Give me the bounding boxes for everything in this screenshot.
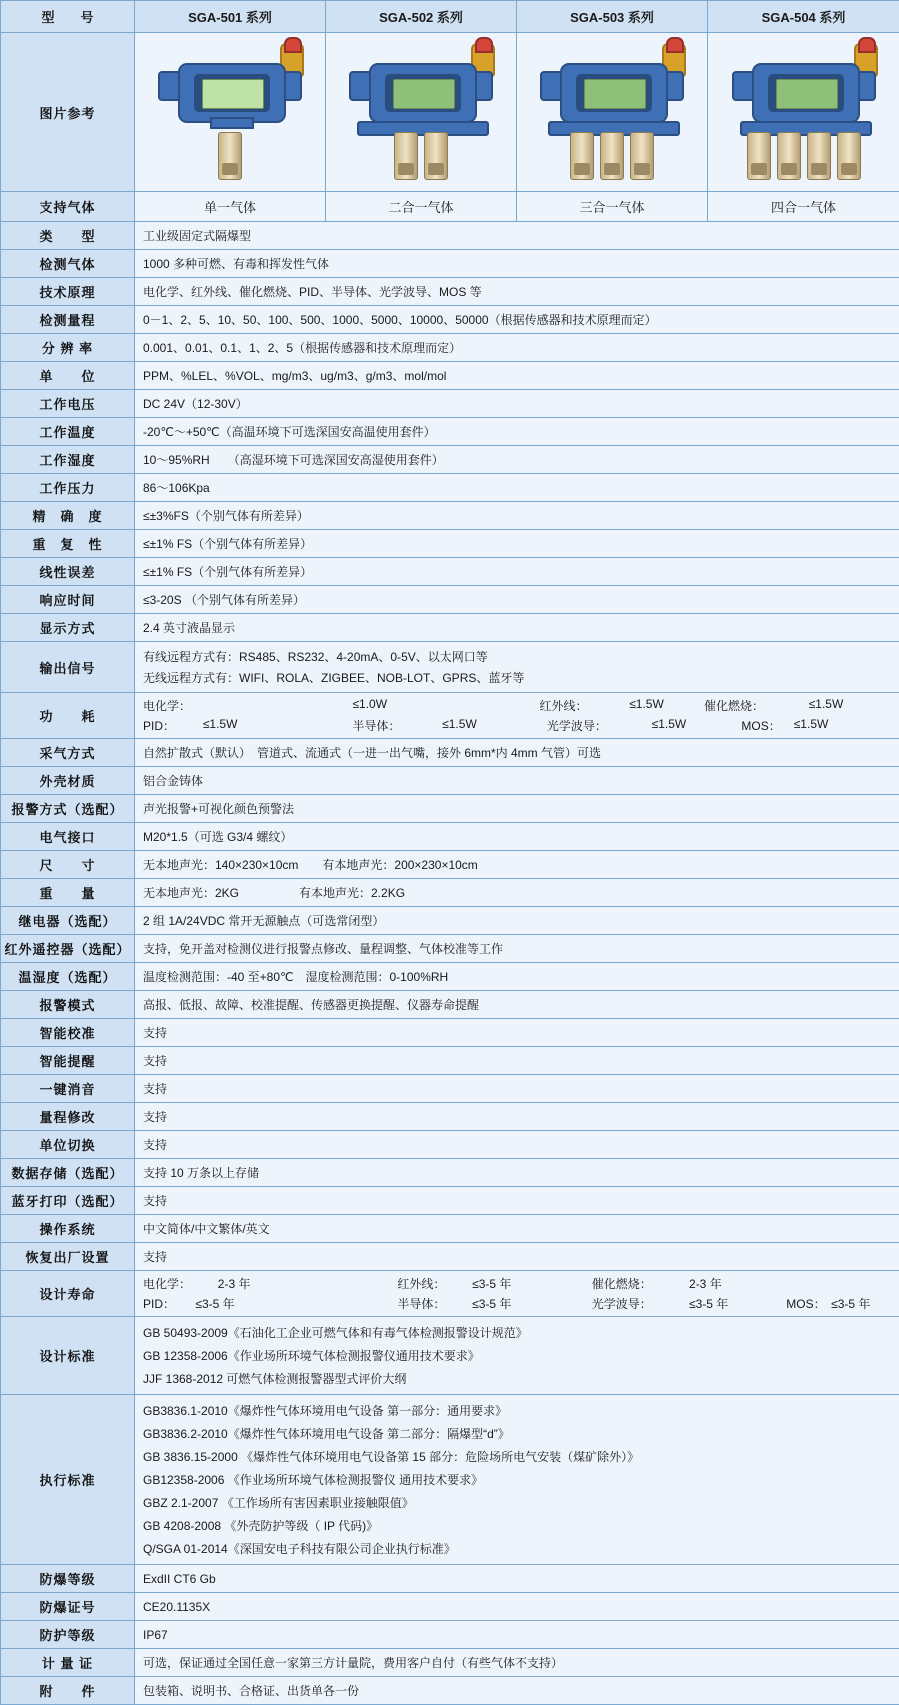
power-item-v: ≤1.0W <box>352 697 539 714</box>
row-value: ≤±1% FS（个别气体有所差异） <box>135 558 899 586</box>
exec-standard-value <box>135 1395 899 1565</box>
design-standard-item: GB 12358-2006《作业场所环境气体检测报警仪通用技术要求》 <box>143 1344 891 1367</box>
row-value: 电化学、红外线、催化燃烧、PID、半导体、光学波导、MOS 等 <box>135 278 899 306</box>
row-label: 线性误差 <box>1 558 135 586</box>
table-row <box>1 1047 899 1075</box>
row-label: 分 辨 率 <box>1 334 135 362</box>
row-value: 支持，免开盖对检测仪进行报警点修改、量程调整、气体校准等工作 <box>135 935 899 963</box>
exec-standard-item: Q/SGA 01-2014《深国安电子科技有限公司企业执行标准》 <box>143 1537 891 1560</box>
design-standard-item: GB 50493-2009《石油化工企业可燃气体和有毒气体检测报警设计规范》 <box>143 1321 891 1344</box>
power-item-k: 半导体： <box>352 717 442 734</box>
row-label: 单 位 <box>1 362 135 390</box>
table-row <box>1 935 899 963</box>
row-value: IP67 <box>135 1621 899 1649</box>
table-row <box>1 1019 899 1047</box>
table-row <box>1 530 899 558</box>
row-value: 温度检测范围：-40 至+80℃ 湿度检测范围：0-100%RH <box>135 963 899 991</box>
table-row-images <box>1 33 899 192</box>
table-row <box>1 1187 899 1215</box>
row-label: 量程修改 <box>1 1103 135 1131</box>
row-value: -20℃～+50℃（高温环境下可选深国安高温使用套件） <box>135 418 899 446</box>
product-image-502 <box>326 33 517 192</box>
output-signal-wired: 有线远程方式有：RS485、RS232、4-20mA、0-5V、以太网口等 <box>143 646 891 667</box>
table-row <box>1 390 899 418</box>
table-row-design-life <box>1 1271 899 1317</box>
power-item-v: ≤1.5W <box>629 697 704 714</box>
design-standard-label: 设计标准 <box>1 1317 135 1395</box>
table-row <box>1 823 899 851</box>
supported-gas-label: 支持气体 <box>1 192 135 222</box>
power-item-v: ≤1.5W <box>809 697 844 714</box>
exec-standard-item: GBZ 2.1-2007 《工作场所有害因素职业接触限值》 <box>143 1491 891 1514</box>
row-value: CE20.1135X <box>135 1593 899 1621</box>
row-value: 支持 <box>135 1075 899 1103</box>
life-item-v: ≤3-5 年 <box>689 1295 786 1312</box>
image-row-label: 图片参考 <box>1 33 135 192</box>
power-label: 功 耗 <box>1 693 135 739</box>
life-item-v: ≤3-5 年 <box>195 1295 397 1312</box>
row-label: 恢复出厂设置 <box>1 1243 135 1271</box>
supported-gas-502: 二合一气体 <box>326 192 517 222</box>
table-row <box>1 1131 899 1159</box>
table-row <box>1 1649 899 1677</box>
row-label: 防护等级 <box>1 1621 135 1649</box>
table-row <box>1 334 899 362</box>
row-value: 1000 多种可燃、有毒和挥发性气体 <box>135 250 899 278</box>
row-value: 自然扩散式（默认） 管道式、流通式（一进一出气嘴，接外 6mm*内 4mm 气管）可选 <box>135 739 899 767</box>
row-value: 中文简体/中文繁体/英文 <box>135 1215 899 1243</box>
exec-standard-item: GB12358-2006 《作业场所环境气体检测报警仪 通用技术要求》 <box>143 1468 891 1491</box>
row-label: 工作湿度 <box>1 446 135 474</box>
row-value: 支持 <box>135 1103 899 1131</box>
row-value: 支持 <box>135 1047 899 1075</box>
table-row <box>1 362 899 390</box>
table-row <box>1 1621 899 1649</box>
table-row <box>1 1593 899 1621</box>
row-label: 报警模式 <box>1 991 135 1019</box>
table-row <box>1 963 899 991</box>
row-label: 红外遥控器（选配） <box>1 935 135 963</box>
row-value: ExdII CT6 Gb <box>135 1565 899 1593</box>
row-value: 无本地声光：140×230×10cm 有本地声光：200×230×10cm <box>135 851 899 879</box>
table-row <box>1 614 899 642</box>
row-value: 10～95%RH （高湿环境下可选深国安高湿使用套件） <box>135 446 899 474</box>
product-image-503 <box>517 33 708 192</box>
table-row <box>1 306 899 334</box>
row-label: 智能校准 <box>1 1019 135 1047</box>
row-label: 精 确 度 <box>1 502 135 530</box>
design-life-value <box>135 1271 899 1317</box>
model-label: 型 号 <box>1 1 135 33</box>
row-value: 高报、低报、故障、校准提醒、传感器更换提醒、仪器寿命提醒 <box>135 991 899 1019</box>
table-row <box>1 502 899 530</box>
output-signal-wireless: 无线远程方式有：WIFI、ROLA、ZIGBEE、NOB-LOT、GPRS、蓝牙等 <box>143 667 891 688</box>
table-row <box>1 991 899 1019</box>
design-standard-item: JJF 1368-2012 可燃气体检测报警器型式评价大纲 <box>143 1367 891 1390</box>
model-503: SGA-503 系列 <box>517 1 708 33</box>
life-item-v: ≤3-5 年 <box>472 1275 592 1292</box>
row-value: 0－1、2、5、10、50、100、500、1000、5000、10000、50000（根据传感器和技术原理而定） <box>135 306 899 334</box>
row-label: 外壳材质 <box>1 767 135 795</box>
row-value: 包装箱、说明书、合格证、出货单各一份 <box>135 1677 899 1705</box>
life-item-k: 催化燃烧： <box>592 1275 689 1292</box>
row-label: 技术原理 <box>1 278 135 306</box>
row-value: 可选，保证通过全国任意一家第三方计量院，费用客户自付（有些气体不支持） <box>135 1649 899 1677</box>
design-standard-value <box>135 1317 899 1395</box>
row-label: 响应时间 <box>1 586 135 614</box>
row-label: 温湿度（选配） <box>1 963 135 991</box>
exec-standard-item: GB3836.1-2010《爆炸性气体环境用电气设备 第一部分：通用要求》 <box>143 1399 891 1422</box>
model-501: SGA-501 系列 <box>135 1 326 33</box>
power-item-k: 电化学： <box>143 697 352 714</box>
row-label: 一键消音 <box>1 1075 135 1103</box>
model-502: SGA-502 系列 <box>326 1 517 33</box>
life-item-k: MOS： <box>786 1295 831 1312</box>
row-label: 继电器（选配） <box>1 907 135 935</box>
table-row-model <box>1 1 899 33</box>
row-label: 计 量 证 <box>1 1649 135 1677</box>
row-label: 工作电压 <box>1 390 135 418</box>
table-row <box>1 558 899 586</box>
table-row <box>1 278 899 306</box>
supported-gas-501: 单一气体 <box>135 192 326 222</box>
row-label: 采气方式 <box>1 739 135 767</box>
row-label: 类 型 <box>1 222 135 250</box>
row-label: 尺 寸 <box>1 851 135 879</box>
table-row <box>1 586 899 614</box>
row-label: 电气接口 <box>1 823 135 851</box>
power-item-k: MOS： <box>741 717 793 734</box>
table-row <box>1 1243 899 1271</box>
row-value: 支持 <box>135 1019 899 1047</box>
power-item-v: ≤1.5W <box>652 717 742 734</box>
table-row <box>1 1677 899 1705</box>
row-label: 报警方式（选配） <box>1 795 135 823</box>
row-value: PPM、%LEL、%VOL、mg/m3、ug/m3、g/m3、mol/mol <box>135 362 899 390</box>
power-item-k: PID： <box>143 717 203 734</box>
row-value: 86～106Kpa <box>135 474 899 502</box>
power-item-v: ≤1.5W <box>442 717 547 734</box>
supported-gas-504: 四合一气体 <box>708 192 899 222</box>
row-value: ≤±3%FS（个别气体有所差异） <box>135 502 899 530</box>
row-label: 工作压力 <box>1 474 135 502</box>
row-value: 2 组 1A/24VDC 常开无源触点（可选常闭型） <box>135 907 899 935</box>
table-row-design-standard <box>1 1317 899 1395</box>
table-row <box>1 1565 899 1593</box>
row-label: 智能提醒 <box>1 1047 135 1075</box>
table-row <box>1 250 899 278</box>
row-label: 附 件 <box>1 1677 135 1705</box>
table-row <box>1 1159 899 1187</box>
row-value: 工业级固定式隔爆型 <box>135 222 899 250</box>
exec-standard-item: GB 4208-2008 《外壳防护等级（ IP 代码)》 <box>143 1514 891 1537</box>
row-label: 防爆等级 <box>1 1565 135 1593</box>
table-row-exec-standard <box>1 1395 899 1565</box>
row-value: 无本地声光：2KG 有本地声光：2.2KG <box>135 879 899 907</box>
life-item-v: 2-3 年 <box>218 1275 398 1292</box>
table-row <box>1 1075 899 1103</box>
power-item-k: 红外线： <box>539 697 629 714</box>
life-item-k: 电化学： <box>143 1275 218 1292</box>
design-life-label: 设计寿命 <box>1 1271 135 1317</box>
table-row <box>1 851 899 879</box>
product-image-501 <box>135 33 326 192</box>
row-label: 工作温度 <box>1 418 135 446</box>
output-signal-value <box>135 642 899 693</box>
row-value: M20*1.5（可选 G3/4 螺纹） <box>135 823 899 851</box>
row-value: 声光报警+可视化颜色预警法 <box>135 795 899 823</box>
life-item-v: ≤3-5 年 <box>831 1295 870 1312</box>
row-value: 支持 <box>135 1187 899 1215</box>
power-item-k: 催化燃烧： <box>704 697 809 714</box>
row-value: DC 24V（12-30V） <box>135 390 899 418</box>
power-value <box>135 693 899 739</box>
row-value: 支持 <box>135 1131 899 1159</box>
row-label: 检测气体 <box>1 250 135 278</box>
power-item-v: ≤1.5W <box>203 717 353 734</box>
row-value: 支持 <box>135 1243 899 1271</box>
exec-standard-item: GB 3836.15-2000 《爆炸性气体环境用电气设备第 15 部分：危险场所电气安装（煤矿除外）》 <box>143 1445 891 1468</box>
exec-standard-label: 执行标准 <box>1 1395 135 1565</box>
table-row <box>1 739 899 767</box>
row-label: 检测量程 <box>1 306 135 334</box>
row-value: 2.4 英寸液晶显示 <box>135 614 899 642</box>
exec-standard-item: GB3836.2-2010《爆炸性气体环境用电气设备 第二部分：隔爆型“d”》 <box>143 1422 891 1445</box>
row-label: 蓝牙打印（选配） <box>1 1187 135 1215</box>
table-row <box>1 222 899 250</box>
row-value: ≤3-20S （个别气体有所差异） <box>135 586 899 614</box>
table-row <box>1 1215 899 1243</box>
life-item-k: 光学波导： <box>592 1295 689 1312</box>
table-row <box>1 1103 899 1131</box>
table-row <box>1 767 899 795</box>
life-item-k: PID： <box>143 1295 195 1312</box>
model-504: SGA-504 系列 <box>708 1 899 33</box>
table-row <box>1 907 899 935</box>
power-item-v: ≤1.5W <box>794 717 829 734</box>
output-signal-label: 输出信号 <box>1 642 135 693</box>
row-label: 防爆证号 <box>1 1593 135 1621</box>
table-row <box>1 446 899 474</box>
row-value: ≤±1% FS（个别气体有所差异） <box>135 530 899 558</box>
table-row-power <box>1 693 899 739</box>
table-row <box>1 879 899 907</box>
row-label: 操作系统 <box>1 1215 135 1243</box>
life-item-k: 红外线： <box>397 1275 472 1292</box>
table-row <box>1 795 899 823</box>
supported-gas-503: 三合一气体 <box>517 192 708 222</box>
row-label: 重 量 <box>1 879 135 907</box>
table-row <box>1 474 899 502</box>
row-value: 支持 10 万条以上存储 <box>135 1159 899 1187</box>
table-row <box>1 418 899 446</box>
life-item-v: 2-3 年 <box>689 1275 722 1292</box>
row-value: 0.001、0.01、0.1、1、2、5（根据传感器和技术原理而定） <box>135 334 899 362</box>
life-item-v: ≤3-5 年 <box>472 1295 592 1312</box>
power-item-k: 光学波导： <box>547 717 652 734</box>
row-value: 铝合金铸体 <box>135 767 899 795</box>
table-row-supported-gas <box>1 192 899 222</box>
life-item-k: 半导体： <box>397 1295 472 1312</box>
row-label: 单位切换 <box>1 1131 135 1159</box>
row-label: 重 复 性 <box>1 530 135 558</box>
table-row-output-signal <box>1 642 899 693</box>
product-image-504 <box>708 33 899 192</box>
row-label: 数据存储（选配） <box>1 1159 135 1187</box>
row-label: 显示方式 <box>1 614 135 642</box>
